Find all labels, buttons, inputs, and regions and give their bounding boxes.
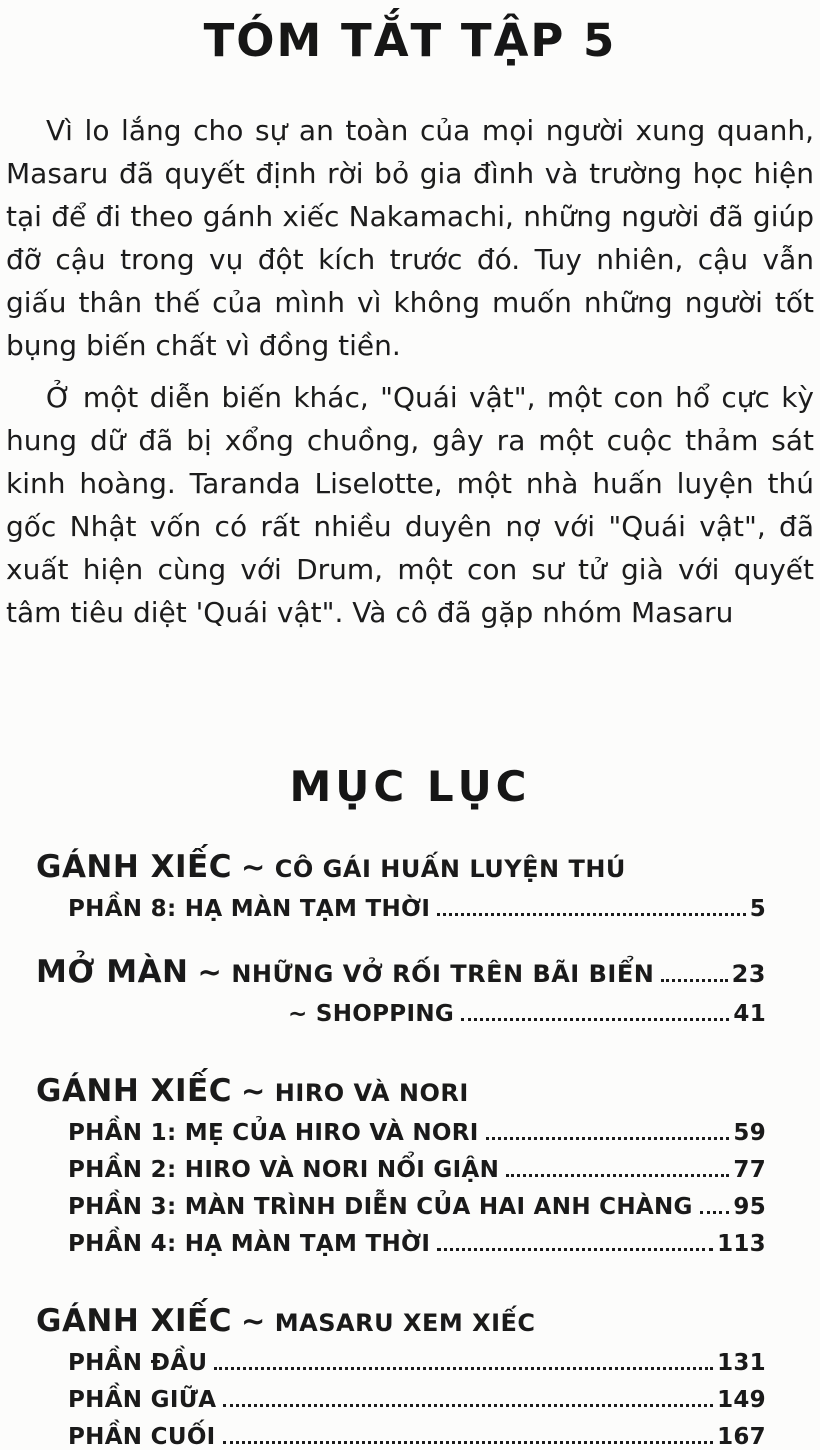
- dot-leader: [437, 1248, 713, 1251]
- tilde-separator: ~: [197, 955, 223, 989]
- toc-section-subtitle: HIRO VÀ NORI: [274, 1079, 469, 1107]
- toc-title: MỤC LỤC: [289, 762, 531, 811]
- toc-entry-label: PHẦN 8: HẠ MÀN TẠM THỜI: [68, 896, 431, 922]
- summary-title: TÓM TẮT TẬP 5: [203, 14, 617, 67]
- toc-entry-label: PHẦN 2: HIRO VÀ NORI NỔI GIẬN: [68, 1157, 500, 1183]
- dot-leader: [223, 1441, 714, 1444]
- toc-entry: [68, 1424, 766, 1450]
- page-number: 41: [733, 1001, 766, 1027]
- toc-section-name: GÁNH XIẾC: [36, 1073, 232, 1109]
- toc-entry-label: PHẦN GIỮA: [68, 1387, 217, 1413]
- toc-entry: [288, 1001, 766, 1027]
- toc-entry-label: PHẦN CUỐI: [68, 1424, 216, 1450]
- page-number: 167: [717, 1424, 766, 1450]
- toc-entry-label: PHẦN ĐẦU: [68, 1350, 208, 1376]
- dot-leader: [506, 1174, 729, 1177]
- toc-section-name: GÁNH XIẾC: [36, 1303, 232, 1339]
- page-number: 95: [733, 1194, 766, 1220]
- dot-leader: [461, 1018, 729, 1021]
- dot-leader: [486, 1137, 730, 1140]
- toc-entry: [68, 1350, 766, 1376]
- toc-section-subtitle: CÔ GÁI HUẤN LUYỆN THÚ: [274, 855, 626, 883]
- toc-section-header: [36, 954, 766, 990]
- toc-entry: [68, 1194, 766, 1220]
- dot-leader: [214, 1367, 713, 1370]
- dot-leader: [437, 913, 745, 916]
- toc-entry: [68, 1387, 766, 1413]
- toc-section-header: [36, 1303, 766, 1339]
- page-number: 149: [717, 1387, 766, 1413]
- summary-text: [6, 109, 814, 634]
- toc-entry: [68, 1120, 766, 1146]
- dot-leader: [700, 1211, 730, 1214]
- summary-paragraph: Ở một diễn biến khác, "Quái vật", một con hổ cực kỳ hung dữ đã bị xổng chuồng, gây ra một cuộc thảm sát kinh hoàng. Taranda Liselotte, một nhà huấn luyện thú gốc Nhật vốn có rất nhiều duyên nợ với "Quái vật", đã xuất hiện cùng với Drum, một con sư tử già với quyết tâm tiêu diệt 'Quái vật". Và cô đã gặp nhóm Masaru: [6, 381, 814, 629]
- tilde-separator: ~: [240, 1304, 266, 1338]
- toc-entry: [68, 1157, 766, 1183]
- toc-section-name: MỞ MÀN: [36, 954, 189, 990]
- page-number: 59: [733, 1120, 766, 1146]
- page-number: 23: [731, 960, 766, 988]
- toc-section-subtitle: NHỮNG VỞ RỐI TRÊN BÃI BIỂN: [231, 960, 655, 988]
- toc-entry-label: PHẦN 1: MẸ CỦA HIRO VÀ NORI: [68, 1120, 479, 1146]
- page-number: 5: [749, 896, 766, 922]
- toc-entry-label: ~ SHOPPING: [288, 1001, 455, 1027]
- tilde-separator: ~: [240, 1074, 266, 1108]
- toc-entry: [68, 1231, 766, 1257]
- table-of-contents: [36, 849, 766, 1450]
- page-number: 113: [717, 1231, 766, 1257]
- toc-section-header: [36, 1073, 766, 1109]
- toc-section-name: GÁNH XIẾC: [36, 849, 232, 885]
- summary-paragraph: Vì lo lắng cho sự an toàn của mọi người xung quanh, Masaru đã quyết định rời bỏ gia đình và trường học hiện tại để đi theo gánh xiếc Nakamachi, những người đã giúp đỡ cậu trong vụ đột kích trước đó. Tuy nhiên, cậu vẫn giấu thân thế của mình vì không muốn những người tốt bụng biến chất vì đồng tiền.: [6, 114, 814, 362]
- page-number: 131: [717, 1350, 766, 1376]
- toc-section-subtitle: MASARU XEM XIẾC: [274, 1309, 536, 1337]
- toc-entry-label: PHẦN 3: MÀN TRÌNH DIỄN CỦA HAI ANH CHÀNG: [68, 1194, 693, 1220]
- page-number: 77: [733, 1157, 766, 1183]
- toc-section-header: [36, 849, 766, 885]
- dot-leader: [223, 1404, 713, 1407]
- tilde-separator: ~: [240, 850, 266, 884]
- toc-entry-label: PHẦN 4: HẠ MÀN TẠM THỜI: [68, 1231, 431, 1257]
- toc-entry: [68, 896, 766, 922]
- dot-leader: [661, 979, 727, 982]
